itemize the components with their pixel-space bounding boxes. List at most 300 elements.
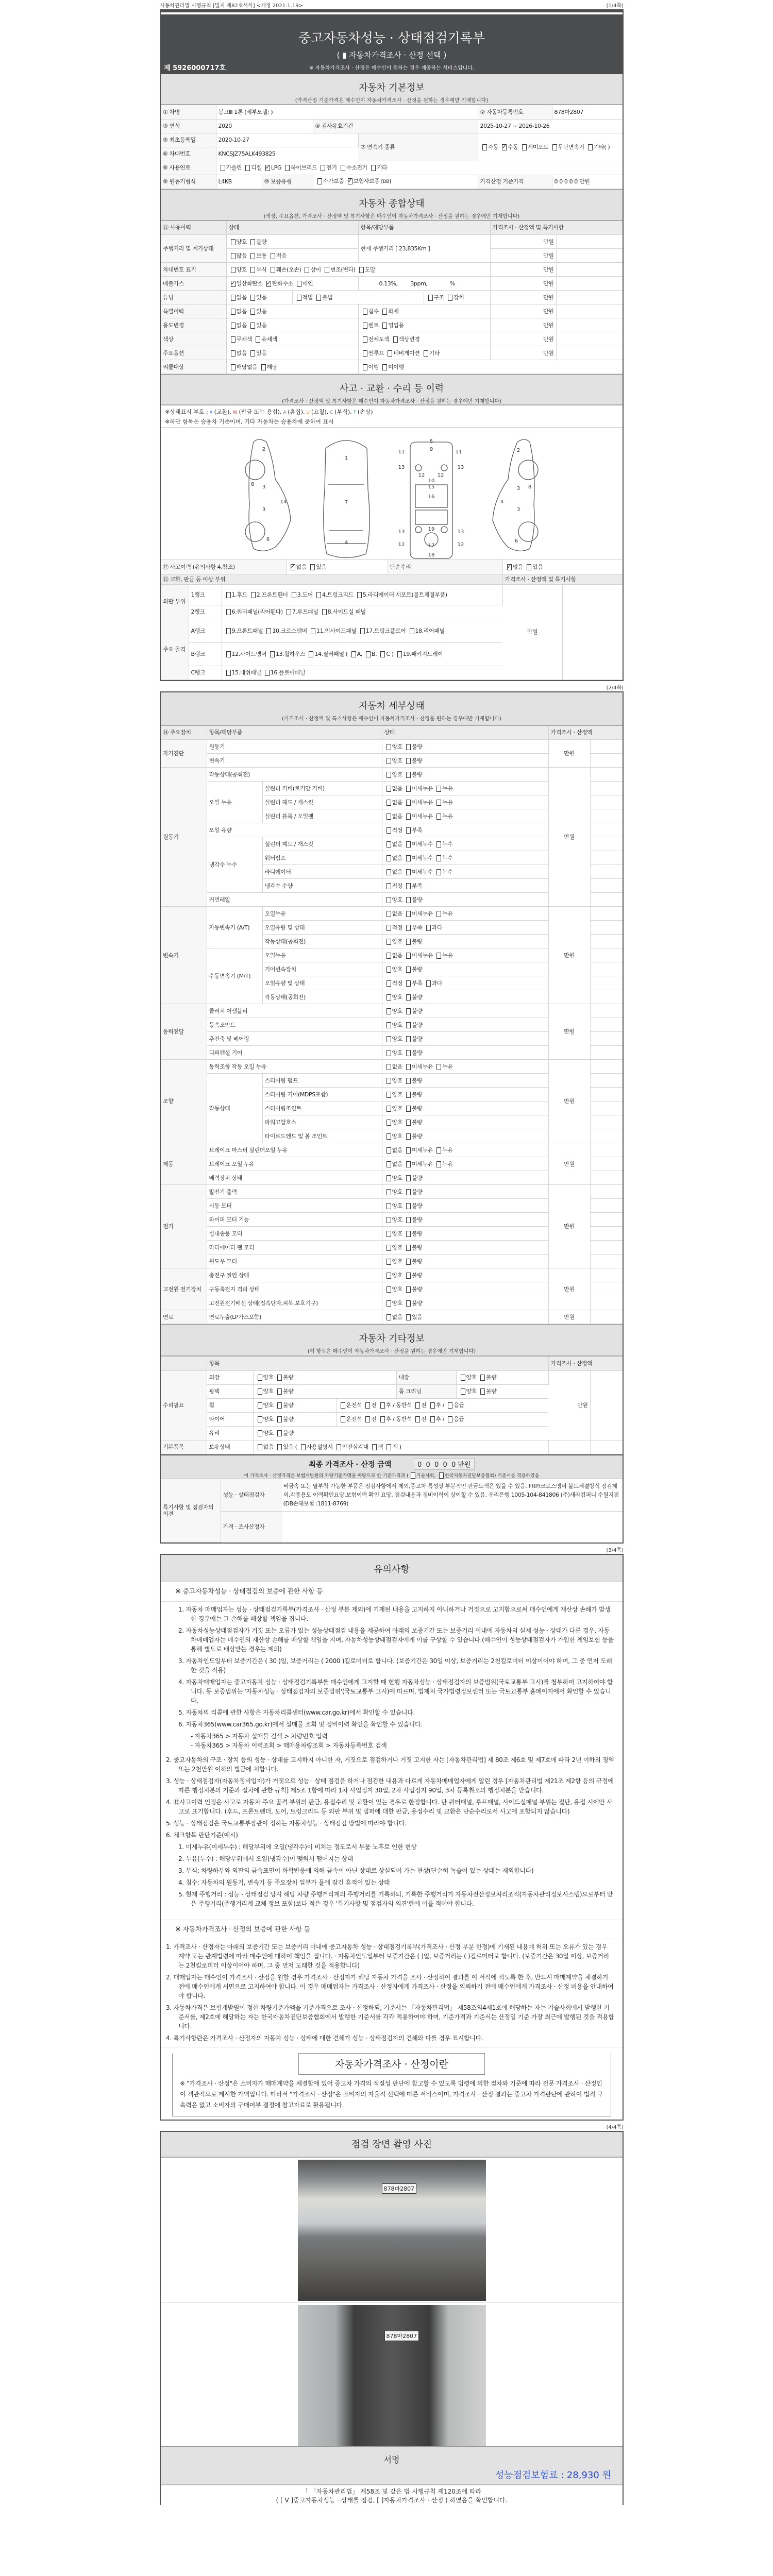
- checkbox-option[interactable]: [434, 799, 452, 806]
- checkbox[interactable]: [285, 165, 290, 171]
- checkbox[interactable]: [415, 1416, 420, 1422]
- checkbox-option[interactable]: [264, 280, 293, 287]
- checkbox-option[interactable]: [413, 1402, 426, 1409]
- checkbox-option[interactable]: [384, 1300, 402, 1307]
- checkbox[interactable]: [277, 1430, 282, 1436]
- checkbox-option[interactable]: [424, 980, 442, 987]
- checkbox[interactable]: [386, 980, 391, 987]
- checkbox[interactable]: [436, 1064, 441, 1070]
- checkbox-option[interactable]: [404, 799, 433, 806]
- checkbox[interactable]: [386, 1286, 391, 1293]
- checkbox[interactable]: [386, 1147, 391, 1154]
- checkbox-option[interactable]: [384, 813, 402, 820]
- checkbox[interactable]: [386, 1189, 391, 1195]
- checkbox-option[interactable]: [229, 364, 258, 370]
- checkbox-option[interactable]: [384, 799, 402, 806]
- checkbox[interactable]: [386, 744, 391, 750]
- checkbox[interactable]: [380, 651, 385, 657]
- checkbox-option[interactable]: [404, 1036, 422, 1042]
- checkbox-option[interactable]: [339, 1402, 362, 1409]
- checkbox[interactable]: [436, 814, 441, 820]
- checkbox[interactable]: [386, 1300, 391, 1307]
- checkbox-option[interactable]: [364, 651, 377, 657]
- checkbox[interactable]: [397, 651, 402, 657]
- checkbox[interactable]: [424, 350, 428, 357]
- checkbox[interactable]: [321, 165, 325, 171]
- checkbox[interactable]: [386, 786, 391, 792]
- checkbox-option[interactable]: [361, 322, 379, 329]
- checkbox[interactable]: [258, 1375, 262, 1381]
- checkbox[interactable]: [316, 592, 321, 598]
- checkbox[interactable]: [231, 267, 236, 273]
- checkbox-option[interactable]: [404, 1091, 422, 1098]
- checkbox-option[interactable]: [384, 896, 402, 903]
- checkbox-option[interactable]: [384, 1272, 402, 1279]
- checkbox-option[interactable]: [384, 1444, 401, 1450]
- checkbox[interactable]: [226, 651, 231, 657]
- checkbox-option[interactable]: [404, 841, 433, 848]
- checkbox[interactable]: [436, 1161, 441, 1167]
- checkbox[interactable]: [430, 1402, 435, 1409]
- checkbox-option[interactable]: [283, 164, 317, 171]
- checkbox-option[interactable]: [384, 1008, 402, 1014]
- checkbox[interactable]: [341, 165, 345, 171]
- checkbox-option[interactable]: [384, 966, 402, 973]
- checkbox-option[interactable]: [384, 869, 402, 875]
- checkbox[interactable]: [258, 1444, 262, 1450]
- checkbox-option[interactable]: [384, 827, 402, 834]
- checkbox[interactable]: [386, 883, 391, 889]
- checkbox-option[interactable]: [256, 1444, 274, 1450]
- checkbox-option[interactable]: [248, 252, 266, 259]
- checkbox-option[interactable]: [384, 910, 402, 917]
- checkbox-option[interactable]: [404, 994, 422, 1001]
- checkbox-option[interactable]: [275, 1388, 293, 1395]
- checkbox-option[interactable]: [256, 1430, 274, 1436]
- checkbox-option[interactable]: [404, 785, 433, 792]
- checkbox[interactable]: [245, 165, 250, 171]
- checkbox-option[interactable]: [384, 1063, 402, 1070]
- checkbox[interactable]: [406, 800, 411, 806]
- checkbox[interactable]: [386, 1133, 391, 1140]
- checkbox-option[interactable]: [349, 651, 362, 657]
- checkbox[interactable]: [406, 1092, 411, 1098]
- checkbox[interactable]: [386, 1217, 391, 1223]
- checkbox[interactable]: [386, 1022, 391, 1028]
- checkbox-option[interactable]: [339, 164, 367, 171]
- checkbox[interactable]: [406, 953, 411, 959]
- checkbox-option[interactable]: [259, 364, 277, 370]
- checkbox-option[interactable]: [404, 1202, 422, 1209]
- checkbox-option[interactable]: [380, 364, 404, 370]
- checkbox[interactable]: [297, 295, 301, 301]
- checkbox[interactable]: [406, 786, 411, 792]
- checkbox-option[interactable]: [446, 294, 464, 301]
- checkbox-option[interactable]: [268, 252, 287, 259]
- checkbox[interactable]: [270, 651, 275, 657]
- checkbox-option[interactable]: [334, 1444, 368, 1450]
- checkbox[interactable]: [439, 1472, 444, 1479]
- checkbox-option[interactable]: [404, 1175, 422, 1181]
- checkbox-option[interactable]: [384, 1049, 402, 1056]
- checkbox[interactable]: [386, 953, 391, 959]
- checkbox[interactable]: [382, 323, 387, 329]
- checkbox-option[interactable]: [404, 1258, 422, 1265]
- checkbox-option[interactable]: [404, 757, 422, 764]
- checkbox-option[interactable]: [357, 266, 375, 273]
- checkbox[interactable]: [386, 939, 391, 945]
- checkbox[interactable]: [261, 364, 266, 370]
- checkbox-option[interactable]: [391, 336, 420, 343]
- checkbox-option[interactable]: [309, 628, 357, 634]
- checkbox[interactable]: [406, 1120, 411, 1126]
- checkbox[interactable]: [386, 827, 391, 834]
- checkbox[interactable]: [406, 1245, 411, 1251]
- checkbox[interactable]: [292, 592, 296, 598]
- checkbox[interactable]: [406, 1064, 411, 1070]
- checkbox[interactable]: [406, 1161, 411, 1167]
- checkbox[interactable]: [386, 1259, 391, 1265]
- checkbox-option[interactable]: [434, 1063, 452, 1070]
- checkbox[interactable]: [411, 1472, 415, 1479]
- checkbox-option[interactable]: [289, 564, 307, 570]
- checkbox-option[interactable]: [404, 1286, 422, 1293]
- checkbox[interactable]: [522, 144, 527, 150]
- checkbox[interactable]: [406, 911, 411, 917]
- checkbox[interactable]: [226, 609, 231, 615]
- checkbox[interactable]: [386, 841, 391, 848]
- checkbox-option[interactable]: [478, 1388, 496, 1395]
- checkbox[interactable]: [388, 350, 392, 357]
- checkbox-option[interactable]: [384, 743, 402, 750]
- checkbox-option[interactable]: [275, 1430, 293, 1436]
- checkbox[interactable]: [386, 1106, 391, 1112]
- checkbox-option[interactable]: [404, 952, 433, 959]
- checkbox-option[interactable]: [224, 651, 266, 657]
- checkbox-option[interactable]: [380, 322, 404, 329]
- checkbox[interactable]: [250, 350, 255, 357]
- checkbox-option[interactable]: [404, 1063, 433, 1070]
- checkbox[interactable]: [258, 1430, 262, 1436]
- checkbox-option[interactable]: [384, 785, 402, 792]
- checkbox[interactable]: [386, 814, 391, 820]
- checkbox-option[interactable]: [361, 364, 379, 370]
- checkbox-option[interactable]: [384, 1119, 402, 1126]
- checkbox[interactable]: [231, 323, 236, 329]
- checkbox[interactable]: [382, 309, 387, 315]
- checkbox[interactable]: [406, 1147, 411, 1154]
- checkbox-option[interactable]: [229, 322, 247, 329]
- checkbox-option[interactable]: [384, 1022, 402, 1028]
- checkbox-option[interactable]: [264, 628, 307, 634]
- checkbox-checked[interactable]: [265, 165, 270, 171]
- checkbox-option[interactable]: [384, 883, 402, 889]
- checkbox[interactable]: [359, 267, 364, 273]
- checkbox[interactable]: [436, 869, 441, 875]
- checkbox-option[interactable]: [404, 924, 422, 931]
- checkbox[interactable]: [341, 1402, 345, 1409]
- checkbox[interactable]: [256, 336, 260, 343]
- checkbox-option[interactable]: [363, 1416, 376, 1422]
- checkbox-option[interactable]: [361, 308, 379, 315]
- checkbox[interactable]: [357, 592, 362, 598]
- checkbox[interactable]: [380, 1416, 385, 1422]
- checkbox[interactable]: [386, 1175, 391, 1181]
- checkbox-option[interactable]: [229, 350, 247, 357]
- checkbox[interactable]: [309, 651, 313, 657]
- checkbox-option[interactable]: [248, 266, 266, 273]
- checkbox[interactable]: [436, 800, 441, 806]
- checkbox[interactable]: [226, 592, 231, 598]
- checkbox-option[interactable]: [290, 591, 313, 598]
- checkbox[interactable]: [406, 1259, 411, 1265]
- checkbox-option[interactable]: [224, 669, 261, 676]
- checkbox-option[interactable]: [404, 1147, 433, 1154]
- checkbox[interactable]: [360, 628, 365, 634]
- checkbox[interactable]: [250, 309, 255, 315]
- checkbox[interactable]: [325, 267, 329, 273]
- checkbox-option[interactable]: [361, 350, 384, 357]
- checkbox[interactable]: [406, 1203, 411, 1209]
- checkbox[interactable]: [277, 1402, 282, 1409]
- checkbox-checked[interactable]: [507, 564, 512, 570]
- checkbox-option[interactable]: [229, 266, 247, 273]
- checkbox-option[interactable]: [404, 1244, 422, 1251]
- checkbox-option[interactable]: [384, 1244, 402, 1251]
- checkbox-option[interactable]: [256, 1388, 274, 1395]
- checkbox-option[interactable]: [550, 144, 584, 150]
- checkbox-option[interactable]: [384, 1161, 402, 1167]
- checkbox-option[interactable]: [413, 1416, 426, 1422]
- checkbox-option[interactable]: [586, 144, 610, 150]
- checkbox-option[interactable]: [229, 280, 263, 287]
- checkbox-option[interactable]: [385, 350, 419, 357]
- checkbox-option[interactable]: [308, 564, 326, 570]
- checkbox[interactable]: [406, 883, 411, 889]
- checkbox[interactable]: [448, 1402, 452, 1409]
- checkbox-option[interactable]: [404, 743, 422, 750]
- checkbox-option[interactable]: [295, 294, 313, 301]
- checkbox-option[interactable]: [229, 336, 253, 343]
- checkbox-option[interactable]: [404, 827, 422, 834]
- checkbox[interactable]: [363, 350, 367, 357]
- checkbox[interactable]: [480, 1388, 485, 1395]
- checkbox-option[interactable]: [248, 239, 266, 245]
- checkbox-option[interactable]: [404, 771, 422, 778]
- checkbox-option[interactable]: [424, 924, 442, 931]
- checkbox-option[interactable]: [395, 651, 443, 657]
- checkbox-option[interactable]: [428, 1416, 445, 1422]
- checkbox[interactable]: [250, 295, 255, 301]
- checkbox-option[interactable]: [369, 164, 387, 171]
- checkbox[interactable]: [406, 814, 411, 820]
- checkbox[interactable]: [221, 165, 225, 171]
- checkbox[interactable]: [266, 628, 271, 634]
- checkbox-option[interactable]: [404, 910, 433, 917]
- checkbox-option[interactable]: [478, 1374, 496, 1381]
- checkbox[interactable]: [386, 1050, 391, 1056]
- checkbox[interactable]: [406, 967, 411, 973]
- checkbox[interactable]: [386, 925, 391, 931]
- checkbox[interactable]: [436, 911, 441, 917]
- checkbox[interactable]: [231, 364, 236, 370]
- checkbox-option[interactable]: [434, 1147, 452, 1154]
- checkbox[interactable]: [250, 253, 255, 259]
- checkbox-option[interactable]: [404, 1008, 422, 1014]
- checkbox-option[interactable]: [384, 1314, 402, 1320]
- checkbox-option[interactable]: [384, 841, 402, 848]
- checkbox[interactable]: [406, 980, 411, 987]
- checkbox-option[interactable]: [275, 1444, 297, 1450]
- checkbox-option[interactable]: [434, 813, 452, 820]
- checkbox[interactable]: [406, 939, 411, 945]
- checkbox[interactable]: [386, 994, 391, 1001]
- checkbox-option[interactable]: [384, 1036, 402, 1042]
- checkbox-option[interactable]: [404, 1119, 422, 1126]
- checkbox[interactable]: [436, 786, 441, 792]
- checkbox-option[interactable]: [404, 883, 422, 889]
- checkbox[interactable]: [430, 1416, 435, 1422]
- checkbox-option[interactable]: [384, 980, 402, 987]
- checkbox[interactable]: [365, 1416, 370, 1422]
- checkbox[interactable]: [406, 1273, 411, 1279]
- checkbox[interactable]: [386, 1203, 391, 1209]
- checkbox-option[interactable]: [404, 855, 433, 861]
- checkbox-option[interactable]: [384, 1077, 402, 1084]
- checkbox[interactable]: [386, 1273, 391, 1279]
- checkbox[interactable]: [406, 1217, 411, 1223]
- checkbox-option[interactable]: [409, 1473, 436, 1479]
- checkbox-option[interactable]: [358, 628, 406, 634]
- checkbox-option[interactable]: [428, 1402, 445, 1409]
- checkbox[interactable]: [386, 1008, 391, 1014]
- checkbox[interactable]: [386, 967, 391, 973]
- checkbox[interactable]: [406, 869, 411, 875]
- checkbox[interactable]: [482, 144, 487, 150]
- checkbox[interactable]: [386, 1314, 391, 1320]
- checkbox-option[interactable]: [275, 1416, 293, 1422]
- checkbox[interactable]: [337, 1444, 341, 1450]
- checkbox[interactable]: [406, 744, 411, 750]
- checkbox[interactable]: [461, 1388, 465, 1395]
- checkbox[interactable]: [406, 1189, 411, 1195]
- checkbox-option[interactable]: [459, 1388, 477, 1395]
- checkbox[interactable]: [406, 772, 411, 778]
- checkbox[interactable]: [386, 758, 391, 764]
- checkbox[interactable]: [386, 855, 391, 861]
- checkbox-option[interactable]: [275, 1374, 293, 1381]
- checkbox[interactable]: [386, 1161, 391, 1167]
- checkbox-checked[interactable]: [291, 564, 295, 570]
- checkbox-option[interactable]: [256, 1416, 274, 1422]
- checkbox[interactable]: [371, 165, 376, 171]
- checkbox[interactable]: [406, 1133, 411, 1140]
- checkbox[interactable]: [406, 855, 411, 861]
- checkbox-option[interactable]: [320, 608, 366, 615]
- checkbox-option[interactable]: [275, 1402, 293, 1409]
- checkbox-option[interactable]: [318, 164, 337, 171]
- checkbox-option[interactable]: [384, 757, 402, 764]
- checkbox-option[interactable]: [219, 164, 242, 171]
- checkbox[interactable]: [277, 1444, 282, 1450]
- checkbox[interactable]: [258, 1388, 262, 1395]
- checkbox[interactable]: [527, 564, 531, 570]
- checkbox-option[interactable]: [426, 294, 444, 301]
- checkbox[interactable]: [426, 980, 431, 987]
- checkbox-option[interactable]: [422, 350, 440, 357]
- checkbox-option[interactable]: [520, 144, 549, 150]
- checkbox-option[interactable]: [248, 294, 266, 301]
- checkbox[interactable]: [406, 1078, 411, 1084]
- checkbox-option[interactable]: [380, 308, 398, 315]
- checkbox-option[interactable]: [363, 1402, 376, 1409]
- checkbox[interactable]: [372, 1444, 377, 1450]
- checkbox-option[interactable]: [378, 1402, 412, 1409]
- checkbox-option[interactable]: [299, 1444, 333, 1450]
- checkbox-checked[interactable]: [348, 178, 352, 184]
- checkbox-option[interactable]: [254, 336, 277, 343]
- checkbox-option[interactable]: [404, 1077, 422, 1084]
- checkbox[interactable]: [406, 994, 411, 1001]
- checkbox-option[interactable]: [384, 1230, 402, 1237]
- checkbox-option[interactable]: [268, 266, 301, 273]
- checkbox-option[interactable]: [295, 280, 313, 287]
- checkbox[interactable]: [386, 1064, 391, 1070]
- checkbox-option[interactable]: [404, 1272, 422, 1279]
- checkbox[interactable]: [406, 841, 411, 848]
- checkbox[interactable]: [410, 628, 414, 634]
- checkbox-option[interactable]: [525, 564, 543, 570]
- checkbox-option[interactable]: [434, 910, 452, 917]
- checkbox[interactable]: [258, 1402, 262, 1409]
- checkbox[interactable]: [277, 1416, 282, 1422]
- checkbox-option[interactable]: [404, 980, 422, 987]
- checkbox-option[interactable]: [268, 651, 305, 657]
- checkbox-option[interactable]: [256, 1374, 274, 1381]
- checkbox-option[interactable]: [224, 591, 247, 598]
- checkbox-option[interactable]: [307, 651, 347, 657]
- checkbox[interactable]: [406, 1106, 411, 1112]
- checkbox-option[interactable]: [404, 869, 433, 875]
- checkbox-option[interactable]: [263, 164, 281, 171]
- checkbox[interactable]: [305, 267, 309, 273]
- checkbox-option[interactable]: [256, 1402, 274, 1409]
- checkbox-option[interactable]: [404, 966, 422, 973]
- checkbox-option[interactable]: [229, 308, 247, 315]
- checkbox-option[interactable]: [404, 1300, 422, 1307]
- checkbox-checked[interactable]: [266, 281, 271, 287]
- checkbox[interactable]: [448, 1416, 452, 1422]
- checkbox[interactable]: [301, 1444, 306, 1450]
- checkbox[interactable]: [406, 1008, 411, 1014]
- checkbox-option[interactable]: [229, 239, 247, 245]
- checkbox-option[interactable]: [384, 1286, 402, 1293]
- checkbox-option[interactable]: [249, 591, 288, 598]
- checkbox[interactable]: [271, 267, 275, 273]
- checkbox[interactable]: [226, 670, 231, 676]
- checkbox-option[interactable]: [446, 1402, 464, 1409]
- checkbox[interactable]: [386, 1245, 391, 1251]
- checkbox[interactable]: [231, 350, 236, 357]
- checkbox[interactable]: [436, 841, 441, 848]
- checkbox[interactable]: [363, 309, 367, 315]
- checkbox-checked[interactable]: [502, 144, 507, 150]
- checkbox-option[interactable]: [384, 994, 402, 1001]
- checkbox[interactable]: [406, 1050, 411, 1056]
- checkbox-option[interactable]: [384, 1202, 402, 1209]
- checkbox[interactable]: [226, 628, 231, 634]
- checkbox[interactable]: [297, 281, 301, 287]
